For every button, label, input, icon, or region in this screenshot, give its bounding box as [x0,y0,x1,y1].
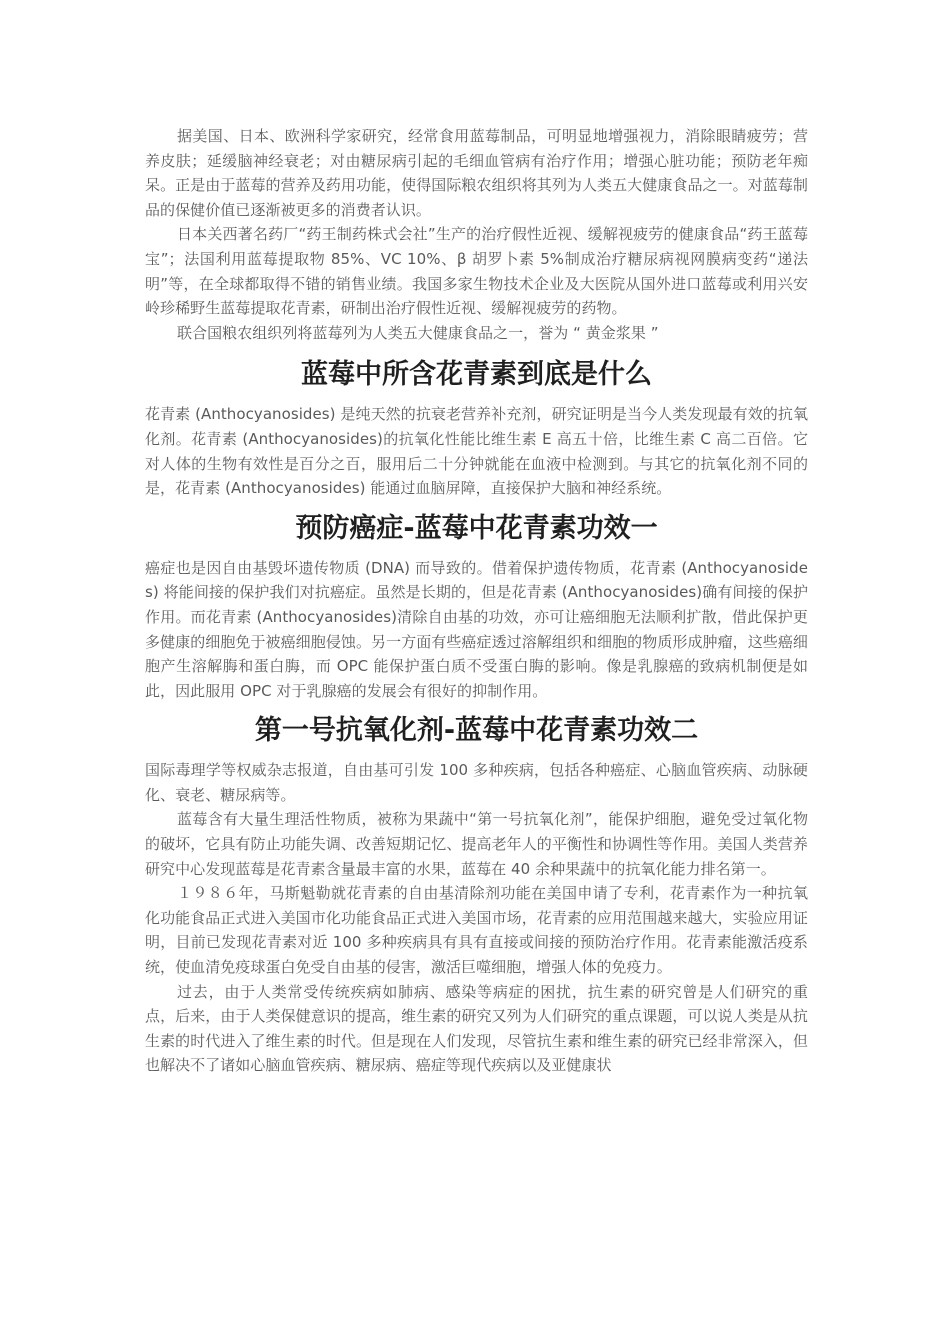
section-heading-anthocyanin: 蓝莓中所含花青素到底是什么 [301,359,652,391]
intro-paragraph-3: 联合国粮农组织列将蓝莓列为人类五大健康食品之一，誉为 “ 黄金浆果 ” [177,323,659,342]
section3-paragraph-3: １９８６年，马斯魁勒就花青素的自由基清除剂功能在美国申请了专利，花青素作为一种抗氧化功能食品正式进入美国市化功能食品正式进入美国市场，花青素的应用范围越来越大，实验应用证明，目前已发现花青素对近 100 多种疾病具有具有直接或间接的预防治疗作用。花青素能激活疫系统，使血清免疫球蛋白免受自由基的侵害，激活巨噬细胞，增强人体的免疫力。 [145,884,808,977]
section3-paragraph-4: 过去，由于人类常受传统疾病如肺病、感染等病症的困扰，抗生素的研究曾是人们研究的重点，后来，由于人类保健意识的提高，维生素的研究又列为人们研究的重点课题，可以说人类是从抗生素的时代进入了维生素的时代。但是现在人们发现，尽管抗生素和维生素的研究已经非常深入，但也解决不了诸如心脑血管疾病、糖尿病、癌症等现代疾病以及亚健康状 [145,982,808,1075]
intro-paragraph-1: 据美国、日本、欧洲科学家研究，经常食用蓝莓制品，可明显地增强视力，消除眼睛疲劳；营养皮肤；延缓脑神经衰老；对由糖尿病引起的毛细血管病有治疗作用；增强心脏功能；预防老年痴呆。正是由于蓝莓的营养及药用功能，使得国际粮农组织将其列为人类五大健康食品之一。对蓝莓制品的保健价值已逐渐被更多的消费者认识。 [145,127,808,219]
section2-paragraph-1: 癌症也是因自由基毁坏遗传物质 (DNA) 而导致的。借着保护遗传物质，花青素 (Anthocyanosides) 将能间接的保护我们对抗癌症。虽然是长期的，但是花青素 (Anthocyanosides)确有间接的保护作用。而花青素 (Anthocyanosides)清除自由基的功效，亦可让癌细胞无法顺利扩散，借此保护更多健康的细胞免于被癌细胞侵蚀。另一方面有些癌症透过溶解组织和细胞的物质形成肿瘤，这些癌细胞产生溶解脢和蛋白脢，而 OPC 能保护蛋白质不受蛋白脢的影响。像是乳腺癌的致病机制便是如此，因此服用 OPC 对于乳腺癌的发展会有很好的抑制作用。 [145,558,808,700]
section3-paragraph-1: 国际毒理学等权威杂志报道，自由基可引发 100 多种疾病，包括各种癌症、心脑血管疾病、动脉硬化、衰老、糖尿病等。 [145,761,808,804]
section1-paragraph-1: 花青素 (Anthocyanosides) 是纯天然的抗衰老营养补充剂，研究证明是当今人类发现最有效的抗氧化剂。花青素 (Anthocyanosides)的抗氧化性能比维生素 E 高五十倍，比维生素 C 高二百倍。它对人体的生物有效性是百分之百，服用后二十分钟就能在血液中检测到。与其它的抗氧化剂不同的是，花青素 (Anthocyanosides) 能通过血脑屏障，直接保护大脑和神经系统。 [145,405,808,498]
document-page [145,124,808,1078]
section3-paragraph-2: 蓝莓含有大量生理活性物质，被称为果蔬中“第一号抗氧化剂”，能保护细胞，避免受过氧化物的破坏，它具有防止功能失调、改善短期记忆、提高老年人的平衡性和协调性等作用。美国人类营养研究中心发现蓝莓是花青素含量最丰富的水果，蓝莓在 40 余种果蔬中的抗氧化能力排名第一。 [145,810,808,878]
intro-paragraph-2: 日本关西著名药厂“药王制药株式会社”生产的治疗假性近视、缓解视疲劳的健康食品“药王蓝莓宝”；法国利用蓝莓提取物 85%、VC 10%、β 胡罗卜素 5%制成治疗糖尿病视网膜病变药“递法明”等，在全球都取得不错的销售业绩。我国多家生物技术企业及大医院从国外进口蓝莓或利用兴安岭珍稀野生蓝莓提取花青素，研制出治疗假性近视、缓解视疲劳的药物。 [145,225,808,318]
section-heading-antioxidant: 第一号抗氧化剂-蓝莓中花青素功效二 [254,715,699,747]
section-heading-cancer-prevention: 预防癌症-蓝莓中花青素功效一 [295,512,658,544]
